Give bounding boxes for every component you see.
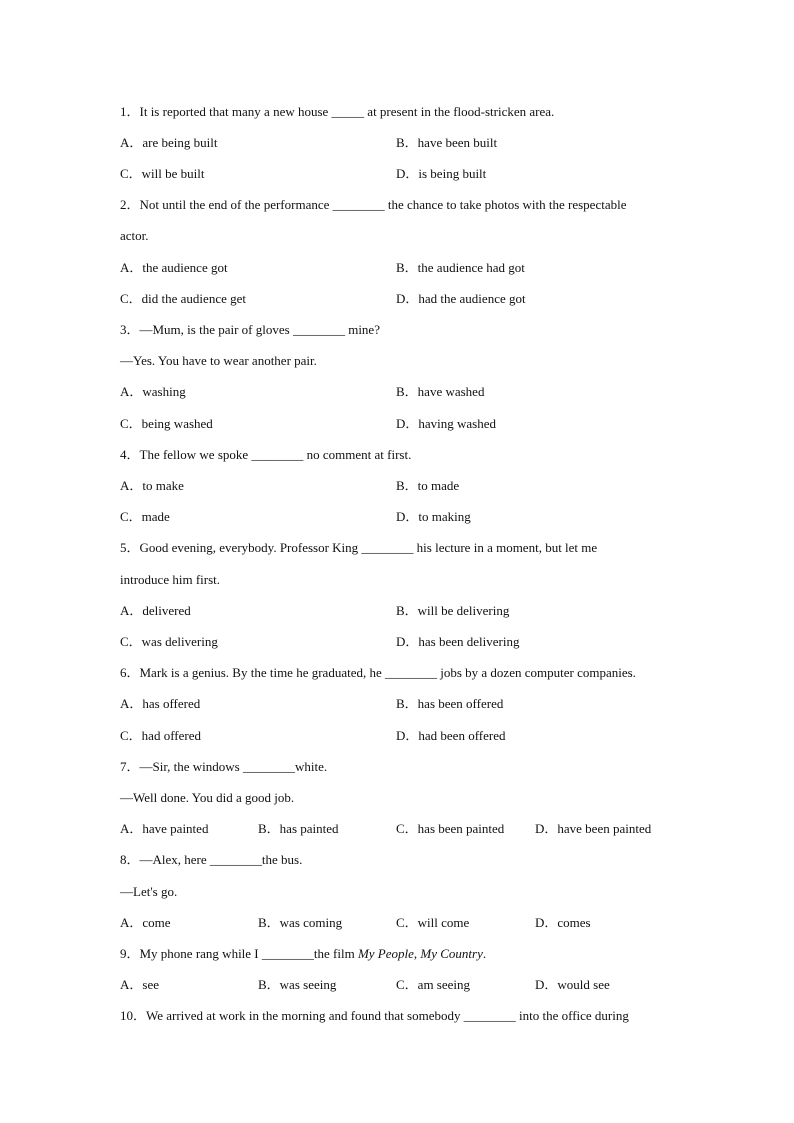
question-1-option-d: D．is being built <box>396 166 487 181</box>
question-2-option-a: A．the audience got <box>120 260 228 275</box>
question-8-option-c: C．will come <box>396 915 470 930</box>
question-9-stem-text: 9．My phone rang while I ________the film <box>120 946 358 961</box>
question-6-option-b: B．has been offered <box>396 696 504 711</box>
question-9-stem <box>120 946 486 962</box>
question-1-option-c: C．will be built <box>120 166 205 181</box>
question-6-option-c: C．had offered <box>120 728 201 743</box>
question-7-option-b: B．has painted <box>258 821 339 836</box>
question-7-stem-continued: —Well done. You did a good job. <box>120 790 295 805</box>
question-9-option-a: A．see <box>120 977 159 992</box>
question-5-option-a: A．delivered <box>120 603 191 618</box>
question-2-option-c: C．did the audience get <box>120 291 246 306</box>
question-8-stem: 8．—Alex, here ________the bus. <box>120 852 303 867</box>
question-5-option-c: C．was delivering <box>120 634 218 649</box>
question-5-option-d: D．has been delivering <box>396 634 520 649</box>
question-3-option-b: B．have washed <box>396 384 485 399</box>
question-9-option-d: D．would see <box>535 977 610 992</box>
question-2-option-b: B．the audience had got <box>396 260 525 275</box>
question-3-stem-continued: —Yes. You have to wear another pair. <box>120 353 317 368</box>
question-6-option-d: D．had been offered <box>396 728 506 743</box>
question-4-option-a: A．to make <box>120 478 184 493</box>
question-8-stem-continued: —Let's go. <box>120 884 178 899</box>
question-6-option-a: A．has offered <box>120 696 201 711</box>
question-7-option-a: A．have painted <box>120 821 209 836</box>
question-5-option-b: B．will be delivering <box>396 603 510 618</box>
question-4-option-b: B．to made <box>396 478 460 493</box>
question-5-stem-continued: introduce him first. <box>120 572 221 587</box>
question-6-stem: 6．Mark is a genius. By the time he graduated, he ________ jobs by a dozen computer companies. <box>120 665 636 680</box>
question-3-stem: 3．—Mum, is the pair of gloves ________ mine? <box>120 322 380 337</box>
question-7-stem: 7．—Sir, the windows ________white. <box>120 759 328 774</box>
question-10-stem: 10．We arrived at work in the morning and found that somebody ________ into the office during <box>120 1008 629 1023</box>
question-2-option-d: D．had the audience got <box>396 291 526 306</box>
question-5-stem: 5．Good evening, everybody. Professor King ________ his lecture in a moment, but let me <box>120 540 598 555</box>
question-1-stem: 1．It is reported that many a new house _____ at present in the flood-stricken area. <box>120 104 555 119</box>
question-4-stem: 4．The fellow we spoke ________ no comment at first. <box>120 447 412 462</box>
question-3-option-c: C．being washed <box>120 416 213 431</box>
question-8-option-b: B．was coming <box>258 915 343 930</box>
question-4-option-d: D．to making <box>396 509 471 524</box>
question-8-option-a: A．come <box>120 915 171 930</box>
question-3-option-d: D．having washed <box>396 416 497 431</box>
question-3-option-a: A．washing <box>120 384 186 399</box>
question-4-option-c: C．made <box>120 509 170 524</box>
question-2-stem-continued: actor. <box>120 228 149 243</box>
question-9-film-title: My People, My Country <box>357 946 483 961</box>
question-7-option-d: D．have been painted <box>535 821 652 836</box>
question-8-option-d: D．comes <box>535 915 591 930</box>
question-9-stem-end: . <box>482 946 487 961</box>
question-9-option-c: C．am seeing <box>396 977 471 992</box>
question-2-stem: 2．Not until the end of the performance ________ the chance to take photos with the respectable <box>120 197 627 212</box>
question-9-option-b: B．was seeing <box>258 977 337 992</box>
question-1-option-b: B．have been built <box>396 135 498 150</box>
question-7-option-c: C．has been painted <box>396 821 505 836</box>
question-1-option-a: A．are being built <box>120 135 218 150</box>
